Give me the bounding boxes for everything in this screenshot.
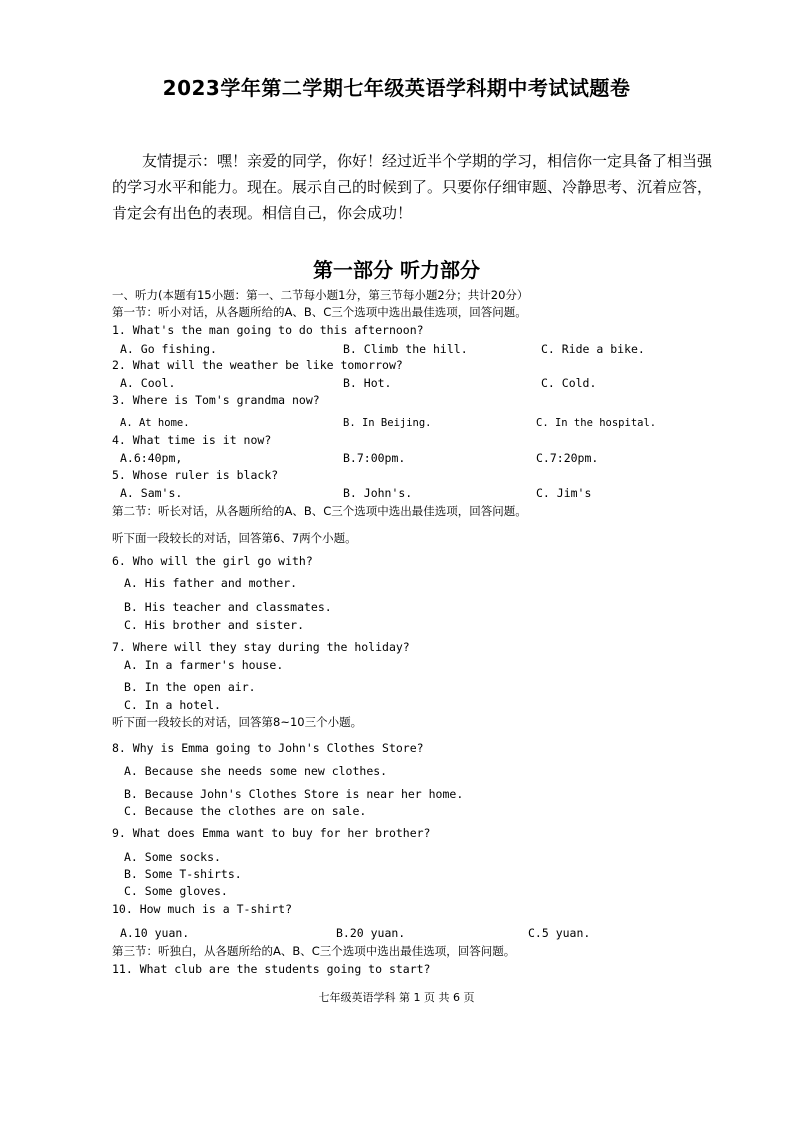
question-8: 8. Why is Emma going to John's Clothes Store? [112, 741, 424, 755]
question-10: 10. How much is a T-shirt? [112, 902, 293, 916]
dialog1-instructions: 听下面一段较长的对话，回答第6、7两个小题。 [112, 531, 357, 545]
q10-option-a: A.10 yuan. [120, 926, 190, 940]
q2-option-b: B. Hot. [343, 376, 392, 390]
dialog2-instructions: 听下面一段较长的对话，回答第8~10三个小题。 [112, 715, 363, 729]
q3-option-a: A. At home. [120, 417, 190, 429]
section2-instructions: 第二节：听长对话，从各题所给的A、B、C三个选项中选出最佳选项，回答问题。 [112, 504, 527, 518]
q6-option-c: C. His brother and sister. [124, 618, 305, 632]
q6-option-a: A. His father and mother. [124, 576, 298, 590]
question-2: 2. What will the weather be like tomorrow? [112, 358, 403, 372]
q7-option-b: B. In the open air. [124, 680, 256, 694]
q3-option-b: B. In Beijing. [343, 417, 432, 429]
question-1: 1. What's the man going to do this afternoon? [112, 323, 424, 337]
q9-option-b: B. Some T-shirts. [124, 867, 242, 881]
q8-option-b: B. Because John's Clothes Store is near her home. [124, 787, 464, 801]
section1-instructions: 第一节：听小对话，从各题所给的A、B、C三个选项中选出最佳选项，回答问题。 [112, 305, 527, 319]
question-6: 6. Who will the girl go with? [112, 554, 313, 568]
q8-option-a: A. Because she needs some new clothes. [124, 764, 388, 778]
q7-option-a: A. In a farmer's house. [124, 658, 284, 672]
q4-option-a: A.6:40pm, [120, 451, 183, 465]
q2-option-a: A. Cool. [120, 376, 176, 390]
page-footer: 七年级英语学科 第 1 页 共 6 页 [318, 991, 475, 1004]
q1-option-a: A. Go fishing. [120, 342, 217, 356]
q6-option-b: B. His teacher and classmates. [124, 600, 332, 614]
question-11: 11. What club are the students going to start? [112, 962, 431, 976]
question-3: 3. Where is Tom's grandma now? [112, 393, 320, 407]
q1-option-b: B. Climb the hill. [343, 342, 468, 356]
question-4: 4. What time is it now? [112, 433, 272, 447]
q4-option-b: B.7:00pm. [343, 451, 406, 465]
q10-option-b: B.20 yuan. [336, 926, 406, 940]
friendly-tips: 友情提示：嘿！亲爱的同学，你好！经过近半个学期的学习，相信你一定具备了相当强的学习水平和能力。现在。展示自己的时候到了。只要你仔细审题、冷静思考、沉着应答，肯定会有出色的表现。相信自己，你会成功！ [112, 152, 713, 222]
question-9: 9. What does Emma want to buy for her brother? [112, 826, 431, 840]
q9-option-a: A. Some socks. [124, 850, 221, 864]
q7-option-c: C. In a hotel. [124, 698, 221, 712]
page-title: 2023学年第二学期七年级英语学科期中考试试题卷 [162, 76, 631, 100]
q9-option-c: C. Some gloves. [124, 884, 228, 898]
q5-option-c: C. Jim's [536, 486, 592, 500]
q4-option-c: C.7:20pm. [536, 451, 599, 465]
question-7: 7. Where will they stay during the holiday? [112, 640, 410, 654]
q8-option-c: C. Because the clothes are on sale. [124, 804, 367, 818]
section-header: 一、听力(本题有15小题：第一、二节每小题1分，第三节每小题2分；共计20分） [112, 288, 529, 302]
part1-title: 第一部分 听力部分 [313, 258, 480, 282]
q3-option-c: C. In the hospital. [536, 417, 657, 429]
q5-option-a: A. Sam's. [120, 486, 183, 500]
question-5: 5. Whose ruler is black? [112, 468, 279, 482]
q5-option-b: B. John's. [343, 486, 413, 500]
section3-instructions: 第三节：听独白，从各题所给的A、B、C三个选项中选出最佳选项，回答问题。 [112, 944, 516, 958]
q1-option-c: C. Ride a bike. [541, 342, 645, 356]
q10-option-c: C.5 yuan. [528, 926, 591, 940]
q2-option-c: C. Cold. [541, 376, 597, 390]
